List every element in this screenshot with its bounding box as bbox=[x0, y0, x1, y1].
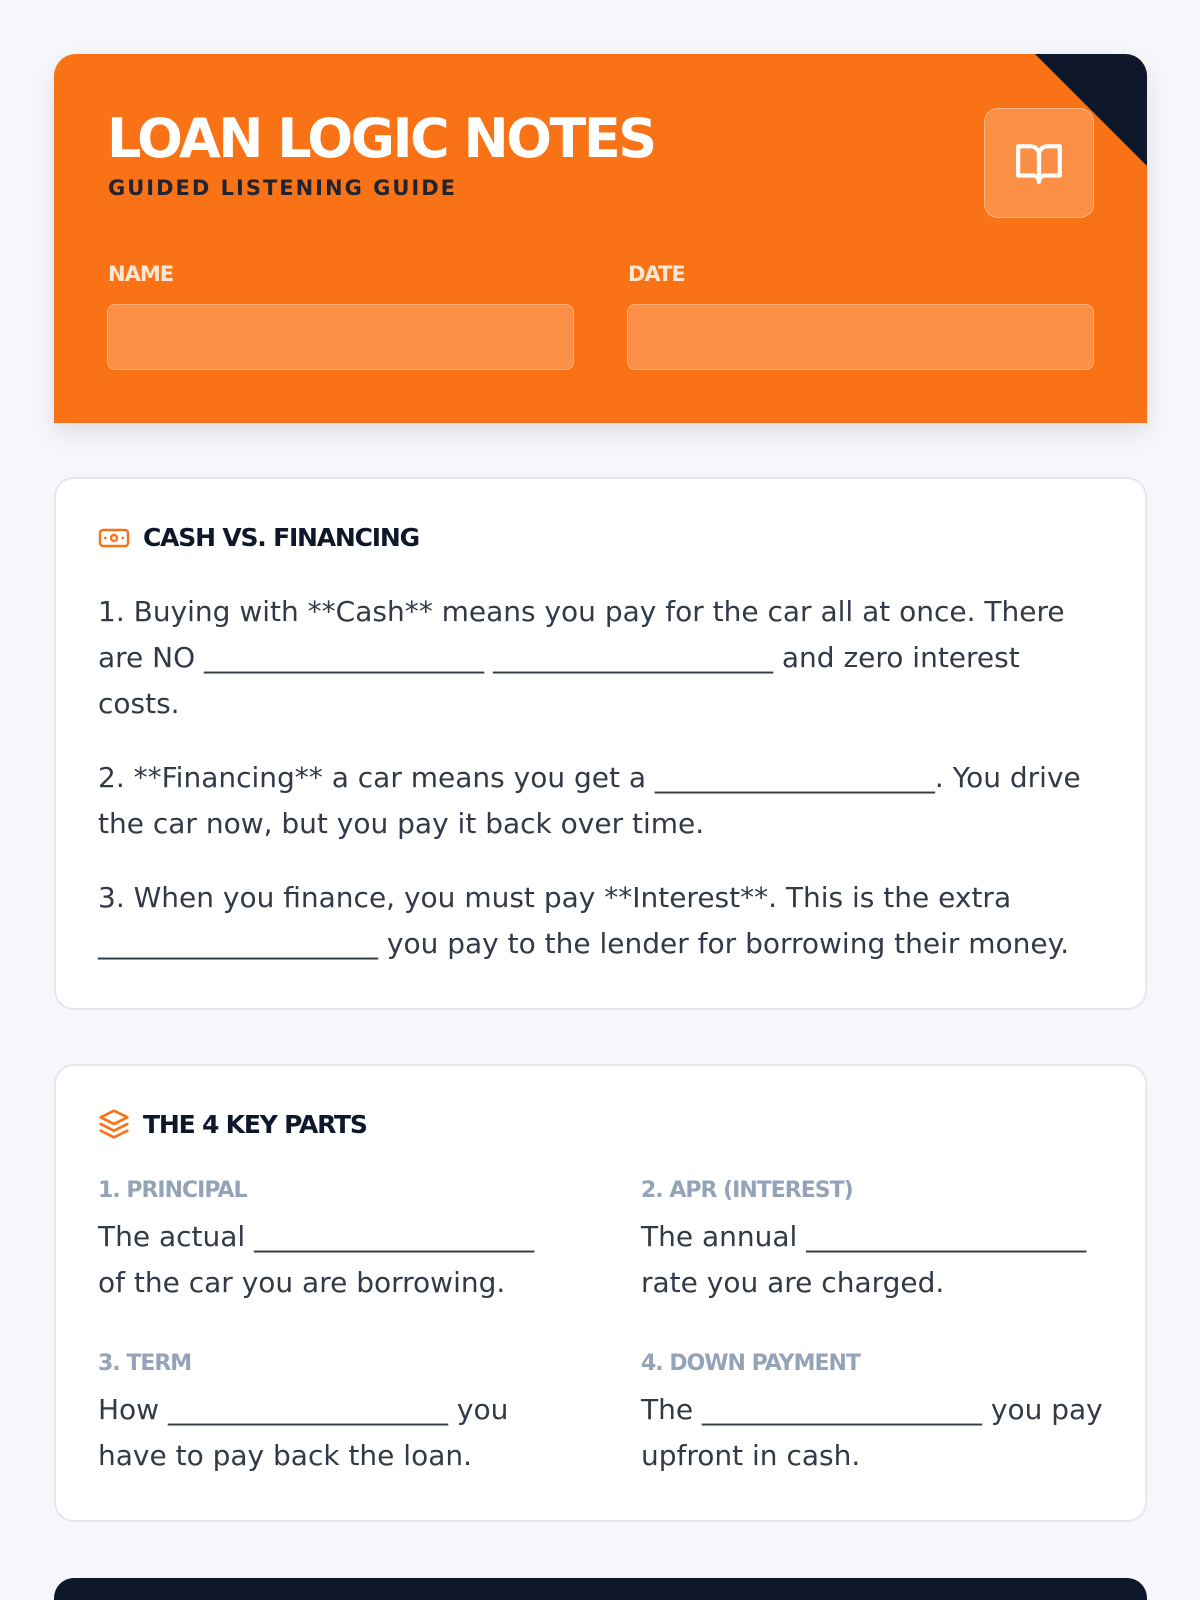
header-card bbox=[54, 54, 1147, 423]
question-2: 2. **Financing** a car means you get a ____________________. You drive the car now, but you pay it back over time. bbox=[98, 761, 1081, 840]
page-subtitle: GUIDED LISTENING GUIDE bbox=[108, 176, 458, 200]
date-label: DATE bbox=[628, 262, 685, 286]
next-section-card bbox=[54, 1578, 1147, 1600]
question-3: 3. When you finance, you must pay **Interest**. This is the extra ____________________ you pay to the lender for borrowing their money. bbox=[98, 881, 1070, 960]
part-apr-label: 2. APR (INTEREST) bbox=[641, 1178, 853, 1203]
layers-icon bbox=[98, 1108, 130, 1140]
section-header bbox=[98, 1108, 367, 1140]
part-principal-label: 1. PRINCIPAL bbox=[98, 1178, 247, 1203]
page-title: LOAN LOGIC NOTES bbox=[107, 107, 655, 170]
part-down-payment-label: 4. DOWN PAYMENT bbox=[641, 1351, 860, 1376]
book-button[interactable] bbox=[984, 108, 1094, 218]
cash-vs-financing-card bbox=[54, 477, 1147, 1010]
section-title: CASH VS. FINANCING bbox=[143, 523, 419, 552]
part-down-payment-text: The ____________________ you pay upfront in cash. bbox=[641, 1393, 1103, 1472]
book-open-icon bbox=[1012, 138, 1066, 188]
part-apr-text: The annual ____________________ rate you are charged. bbox=[641, 1220, 1087, 1299]
part-term-text: How ____________________ you have to pay back the loan. bbox=[98, 1393, 509, 1472]
question-1: 1. Buying with **Cash** means you pay for the car all at once. There are NO ____________________ ____________________ and zero interest costs. bbox=[98, 595, 1065, 720]
part-principal-text: The actual ____________________ of the car you are borrowing. bbox=[98, 1220, 535, 1299]
section-title: THE 4 KEY PARTS bbox=[143, 1109, 367, 1139]
part-term-label: 3. TERM bbox=[98, 1351, 192, 1376]
banknote-icon bbox=[98, 527, 130, 549]
date-input[interactable] bbox=[627, 304, 1094, 370]
name-label: NAME bbox=[108, 262, 174, 286]
name-input[interactable] bbox=[107, 304, 574, 370]
key-parts-card bbox=[54, 1064, 1147, 1522]
section-header bbox=[98, 523, 419, 552]
